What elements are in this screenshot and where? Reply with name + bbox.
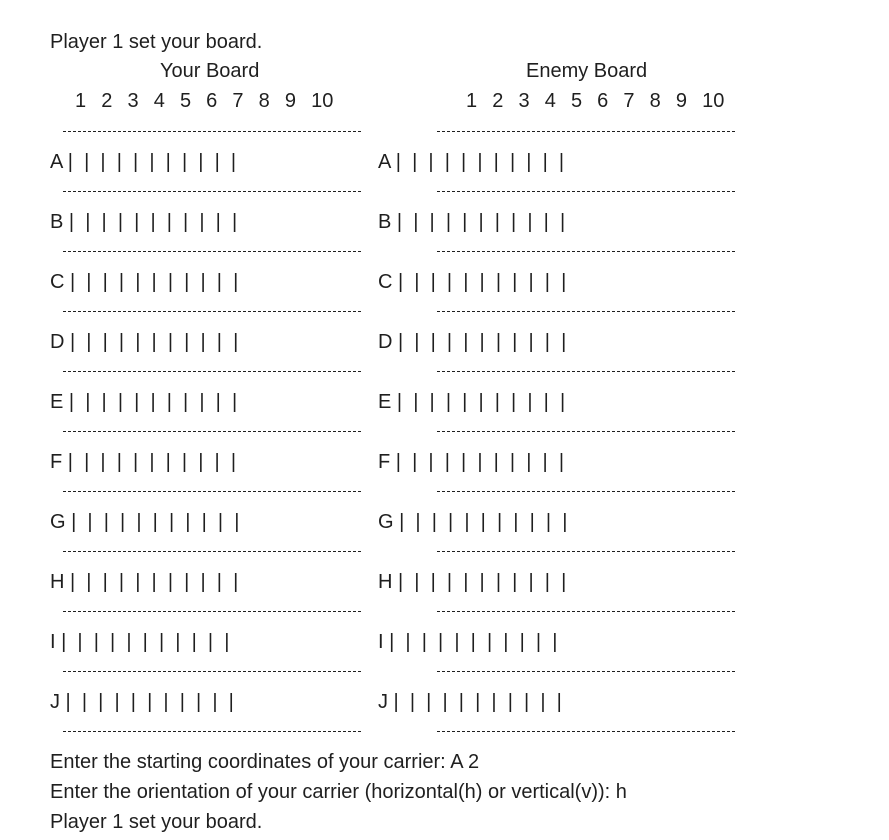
enemy-board-row-divider <box>437 251 735 252</box>
your-board-row-divider <box>63 491 361 492</box>
enemy-board-row-divider <box>437 671 735 672</box>
enemy-board-row-divider <box>437 191 735 192</box>
prompt-set-board-top: Player 1 set your board. <box>50 31 263 53</box>
your-board-row: J | | | | | | | | | | | <box>50 691 234 713</box>
your-board-row: H | | | | | | | | | | | <box>50 571 239 593</box>
your-board-row: A | | | | | | | | | | | <box>50 151 237 173</box>
your-board-row: B | | | | | | | | | | | <box>50 211 238 233</box>
enemy-board-row: I | | | | | | | | | | | <box>378 631 558 653</box>
your-board-row-divider <box>63 251 361 252</box>
enemy-board-row-divider <box>437 491 735 492</box>
enemy-board-title: Enemy Board <box>526 60 648 82</box>
your-board-row: D | | | | | | | | | | | <box>50 331 239 353</box>
your-board-title: Your Board <box>160 60 260 82</box>
enemy-board-row-divider <box>437 551 735 552</box>
your-board-row-divider <box>63 311 361 312</box>
your-board-row: E | | | | | | | | | | | <box>50 391 238 413</box>
enemy-board-row-divider <box>437 371 735 372</box>
prompt-set-board-bottom: Player 1 set your board. <box>50 811 263 833</box>
enemy-board-row: C | | | | | | | | | | | <box>378 271 567 293</box>
enemy-board-row-divider <box>437 131 735 132</box>
enemy-board-row: B | | | | | | | | | | | <box>378 211 566 233</box>
enemy-board-row: J | | | | | | | | | | | <box>378 691 562 713</box>
enemy-board-row-divider <box>437 731 735 732</box>
your-board-row-divider <box>63 431 361 432</box>
prompt-carrier-coordinates: Enter the starting coordinates of your carrier: A 2 <box>50 751 480 773</box>
enemy-board-column-numbers: 1 2 3 4 5 6 7 8 9 10 <box>466 90 725 112</box>
your-board-row-divider <box>63 371 361 372</box>
your-board-row-divider <box>63 731 361 732</box>
prompt-carrier-orientation: Enter the orientation of your carrier (horizontal(h) or vertical(v)): h <box>50 781 627 803</box>
your-board-row: C | | | | | | | | | | | <box>50 271 239 293</box>
your-board-row-divider <box>63 131 361 132</box>
enemy-board-row: D | | | | | | | | | | | <box>378 331 567 353</box>
enemy-board-row: E | | | | | | | | | | | <box>378 391 566 413</box>
your-board-row-divider <box>63 191 361 192</box>
your-board-row-divider <box>63 611 361 612</box>
enemy-board-row: A | | | | | | | | | | | <box>378 151 565 173</box>
enemy-board-row-divider <box>437 431 735 432</box>
your-board-row: G | | | | | | | | | | | <box>50 511 240 533</box>
your-board-row-divider <box>63 671 361 672</box>
enemy-board-row-divider <box>437 311 735 312</box>
enemy-board-row-divider <box>437 611 735 612</box>
your-board-row: F | | | | | | | | | | | <box>50 451 237 473</box>
your-board-column-numbers: 1 2 3 4 5 6 7 8 9 10 <box>75 90 334 112</box>
your-board-row-divider <box>63 551 361 552</box>
enemy-board-row: H | | | | | | | | | | | <box>378 571 567 593</box>
your-board-row: I | | | | | | | | | | | <box>50 631 230 653</box>
enemy-board-row: F | | | | | | | | | | | <box>378 451 565 473</box>
enemy-board-row: G | | | | | | | | | | | <box>378 511 568 533</box>
